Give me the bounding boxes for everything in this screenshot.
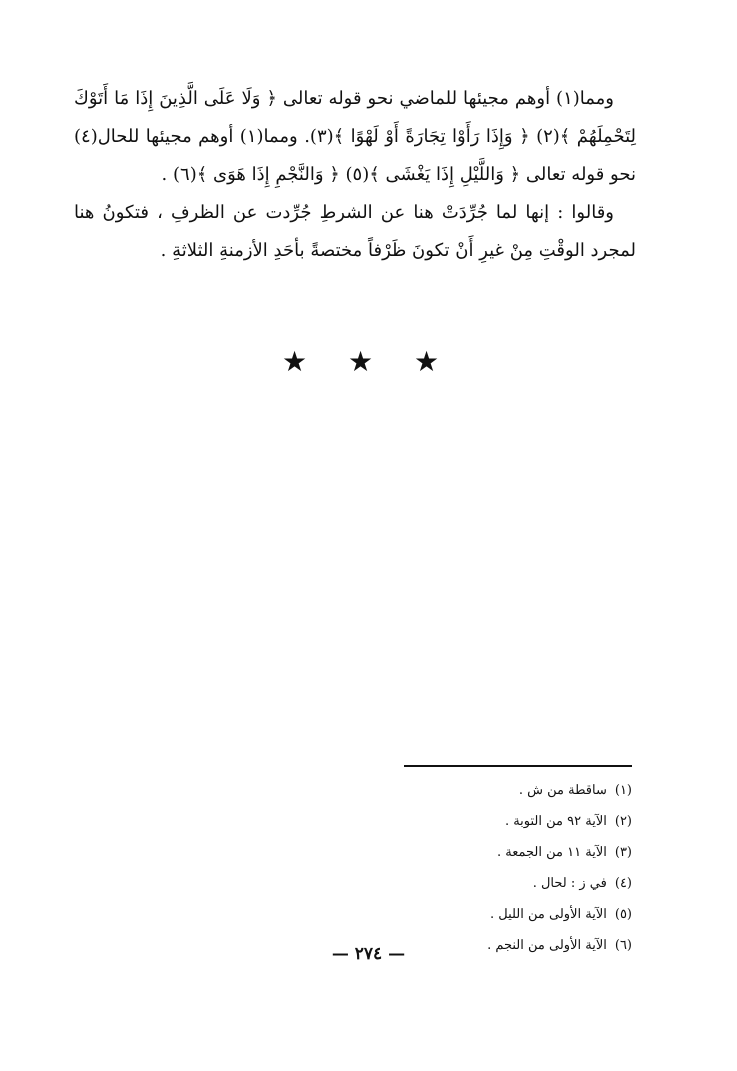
footnote-text: في ز : لحال . xyxy=(532,876,607,891)
footnote-number: (٢) xyxy=(614,814,632,829)
footnote-number: (١) xyxy=(614,783,632,798)
footnote-number: (٣) xyxy=(614,845,632,860)
main-text xyxy=(74,80,636,270)
footnote-number: (٦) xyxy=(614,938,632,953)
footnote-item xyxy=(300,899,632,930)
footnote-text: الآية الأولى من الليل . xyxy=(489,907,607,922)
footnote-separator-rule xyxy=(404,765,632,767)
footnote-number: (٤) xyxy=(614,876,632,891)
footnotes-list xyxy=(300,775,632,961)
paragraph: ومما(١) أوهم مجيئها للماضي نحو قوله تعالى ﴿ وَلَا عَلَى الَّذِينَ إِذَا مَا أَتَوْكَ لِتَحْمِلَهُمْ ﴾(٢) ﴿ وَإِذَا رَأَوْا تِجَارَةً أَوْ لَهْوًا ﴾(٣). ومما(١) أوهم مجيئها للحال(٤) نحو قوله تعالى ﴿ وَاللَّيْلِ إِذَا يَغْشَى ﴾(٥) ﴿ وَالنَّجْمِ إِذَا هَوَى ﴾(٦) . xyxy=(74,88,636,185)
footnote-text: ساقطة من ش . xyxy=(518,783,607,798)
footnote-item xyxy=(300,806,632,837)
footnote-item xyxy=(300,868,632,899)
footnote-item xyxy=(300,775,632,806)
footnote-item xyxy=(300,837,632,868)
footnote-text: الآية الأولى من النجم . xyxy=(487,938,607,953)
footnote-text: الآية ٩٢ من التوبة . xyxy=(504,814,607,829)
paragraph: وقالوا : إنها لما جُرِّدَتْ هنا عن الشرطِ جُرِّدت عن الظرفِ ، فتكونُ هنا لمجرد الوقْتِ مِنْ غيرِ أَنْ تكونَ ظَرْفاً مختصةً بأحَدِ الأزمنةِ الثلاثةِ . xyxy=(74,202,636,261)
footnote-number: (٥) xyxy=(614,907,632,922)
section-divider-stars: ★ ★ ★ xyxy=(281,345,456,378)
page-number: — ٢٧٤ — xyxy=(331,944,406,964)
footnote-text: الآية ١١ من الجمعة . xyxy=(497,845,607,860)
